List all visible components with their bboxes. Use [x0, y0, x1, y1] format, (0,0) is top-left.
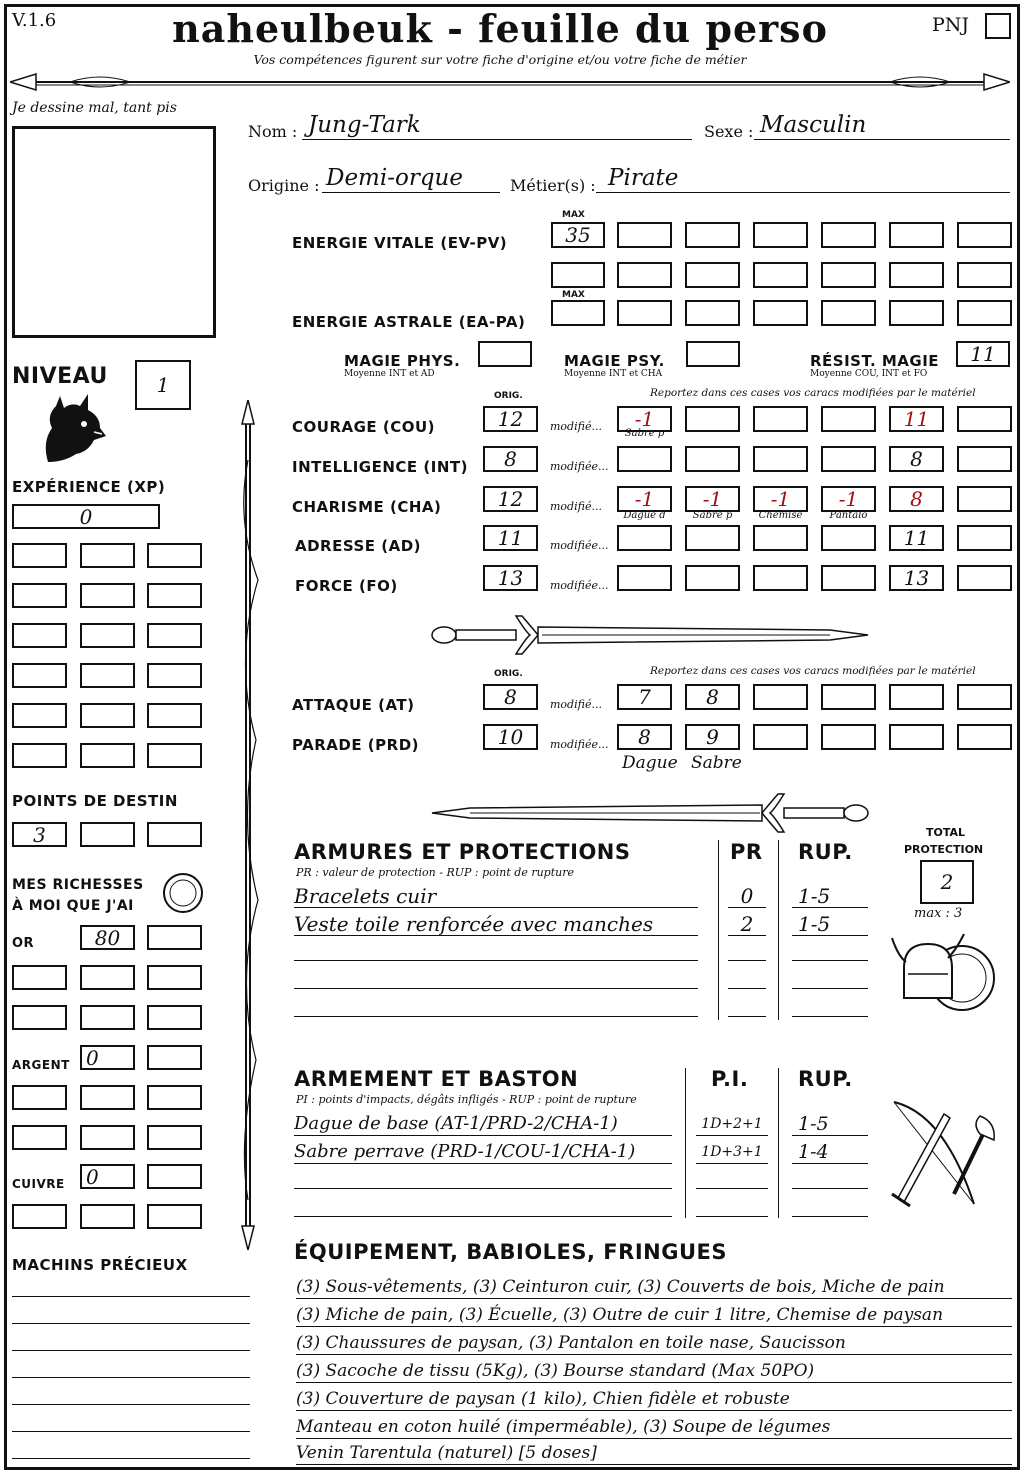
armor-row-2-pr[interactable]: 2 [728, 912, 766, 936]
richesses-label-1: MES RICHESSES [12, 877, 144, 893]
nom-value: Jung-Tark [308, 112, 421, 138]
fo-mod-5[interactable] [889, 565, 944, 591]
cha-mod-4-value: -1 [838, 487, 859, 511]
ev-box-13[interactable] [889, 262, 944, 288]
riches-box[interactable] [147, 1085, 202, 1110]
ad-mod-2[interactable] [685, 525, 740, 551]
at-label: ATTAQUE (AT) [292, 696, 415, 714]
ad-orig-box[interactable] [483, 525, 538, 551]
fo-mod-5-value: 13 [903, 566, 930, 590]
prd-mod-3[interactable] [753, 724, 808, 750]
combat-report-note: Reportez dans ces cases vos caracs modifiées par le matériel [650, 665, 976, 677]
ea-box-6[interactable] [889, 300, 944, 326]
at-mod-4[interactable] [821, 684, 876, 710]
equipment-line-4[interactable]: (3) Sacoche de tissu (5Kg), (3) Bourse standard (Max 50PO) [296, 1359, 1012, 1383]
header-spear-icon [10, 70, 1010, 94]
equipment-line-2[interactable]: (3) Miche de pain, (3) Écuelle, (3) Outre de cuir 1 litre, Chemise de paysan [296, 1303, 1012, 1327]
riches-box[interactable] [12, 1005, 67, 1030]
ev-max-label: MAX [562, 210, 585, 220]
ad-mod-5-value: 11 [903, 526, 930, 550]
xp-total-box[interactable] [12, 504, 160, 529]
at-mod-3[interactable] [753, 684, 808, 710]
ad-label: ADRESSE (AD) [295, 537, 422, 555]
weapons-col-divider [685, 1068, 686, 1218]
cha-orig-value: 12 [497, 487, 524, 511]
prd-mod-4[interactable] [821, 724, 876, 750]
niveau-label: NIVEAU [12, 364, 108, 389]
weapon-row-empty[interactable] [294, 1188, 672, 1189]
fo-mod-6[interactable] [957, 565, 1012, 591]
weapons-note: PI : points d'impacts, dégâts infligés - RUP : point de rupture [296, 1093, 637, 1106]
nom-field[interactable] [302, 112, 692, 140]
prd-mod-2[interactable] [685, 724, 740, 750]
equipment-line-1[interactable]: (3) Sous-vêtements, (3) Ceinturon cuir, (3) Couverts de bois, Miche de pain [296, 1275, 1012, 1299]
argent-box-2[interactable] [147, 1045, 202, 1070]
precieux-line[interactable] [12, 1350, 250, 1351]
xp-box[interactable] [80, 583, 135, 608]
ea-box-3[interactable] [685, 300, 740, 326]
cha-orig-box[interactable] [483, 486, 538, 512]
armor-row-empty[interactable] [728, 960, 766, 961]
sexe-field[interactable] [754, 112, 1010, 140]
int-modif-label: modifiée... [550, 460, 609, 473]
fo-orig-box[interactable] [483, 565, 538, 591]
prd-orig-value: 10 [497, 725, 524, 749]
precieux-line[interactable] [12, 1377, 250, 1378]
precieux-label: MACHINS PRÉCIEUX [12, 1256, 188, 1274]
precieux-line[interactable] [12, 1323, 250, 1324]
ea-max-label: MAX [562, 290, 585, 300]
weapon-1-note: Dague [622, 753, 678, 773]
argent-box[interactable] [80, 1045, 135, 1070]
xp-box[interactable] [80, 623, 135, 648]
equipment-line-5[interactable]: (3) Couverture de paysan (1 kilo), Chien fidèle et robuste [296, 1387, 1012, 1411]
ea-label: ENERGIE ASTRALE (EA-PA) [292, 313, 526, 331]
ev-box-12[interactable] [821, 262, 876, 288]
ad-mod-4[interactable] [821, 525, 876, 551]
xp-box[interactable] [12, 703, 67, 728]
xp-box[interactable] [80, 743, 135, 768]
prd-modif-label: modifiée... [550, 738, 609, 751]
sexe-value: Masculin [760, 112, 867, 138]
armor-col-divider [718, 840, 719, 1020]
or-box[interactable] [80, 925, 135, 950]
weapon-row-2-rup[interactable]: 1-4 [792, 1140, 868, 1164]
xp-box[interactable] [147, 663, 202, 688]
ea-box-4[interactable] [753, 300, 808, 326]
weapon-row-empty[interactable] [294, 1216, 672, 1217]
cha-mod-1-note: Dague d [623, 510, 666, 521]
coin-icon [162, 872, 204, 914]
armor-row-empty[interactable] [294, 1016, 698, 1017]
armor-rup-header: RUP. [798, 840, 853, 864]
riches-box[interactable] [147, 1125, 202, 1150]
ad-orig-value: 11 [497, 526, 524, 550]
ev-label: ENERGIE VITALE (EV-PV) [292, 234, 508, 252]
resist-magie-box[interactable] [956, 341, 1010, 367]
magie-psy-box[interactable] [686, 341, 740, 367]
ev-box-11[interactable] [753, 262, 808, 288]
or-label: OR [12, 936, 35, 951]
argent-label: ARGENT [12, 1058, 70, 1072]
pnj-label: PNJ [932, 14, 970, 36]
ev-box-3[interactable] [685, 222, 740, 248]
xp-box[interactable] [12, 743, 67, 768]
version-label: V.1.6 [12, 10, 57, 31]
ev-box-7[interactable] [957, 222, 1012, 248]
cha-mod-3-value: -1 [770, 487, 791, 511]
ad-mod-1[interactable] [617, 525, 672, 551]
destin-value: 3 [33, 822, 46, 847]
prd-orig-box[interactable] [483, 724, 538, 750]
at-mod-2[interactable] [685, 684, 740, 710]
armor-row-empty[interactable] [792, 1016, 868, 1017]
cha-mod-1-value: -1 [634, 487, 655, 511]
weapon-2-note: Sabre [691, 753, 742, 773]
prd-mod-1-value: 8 [638, 725, 651, 749]
riches-box[interactable] [80, 965, 135, 990]
total-protection-label-1: TOTAL [926, 826, 966, 839]
int-orig-value: 8 [504, 447, 517, 471]
resist-magie-label: RÉSIST. MAGIE [810, 352, 940, 370]
riches-box[interactable] [12, 1125, 67, 1150]
cha-mod-6[interactable] [957, 486, 1012, 512]
metier-field[interactable] [596, 165, 1010, 193]
cha-mod-3[interactable] [753, 486, 808, 512]
ea-box-7[interactable] [957, 300, 1012, 326]
xp-box[interactable] [147, 623, 202, 648]
ev-box-14[interactable] [957, 262, 1012, 288]
armor-row-empty[interactable] [792, 960, 868, 961]
armor-row-1-rup[interactable]: 1-5 [792, 884, 868, 908]
sword-icon [430, 790, 870, 836]
cou-mod-3[interactable] [753, 406, 808, 432]
combat-orig-label: ORIG. [494, 669, 523, 679]
cha-mod-2[interactable] [685, 486, 740, 512]
origine-value: Demi-orque [326, 165, 463, 191]
at-modif-label: modifié... [550, 698, 602, 711]
riches-box[interactable] [12, 1204, 67, 1229]
precieux-line[interactable] [12, 1296, 250, 1297]
portrait-caption: Je dessine mal, tant pis [12, 100, 177, 116]
armor-pr-header: PR [730, 840, 763, 864]
or-box-2[interactable] [147, 925, 202, 950]
armor-row-empty[interactable] [294, 960, 698, 961]
int-mod-5-value: 8 [910, 447, 923, 471]
argent-value: 0 [86, 1045, 99, 1070]
precieux-line[interactable] [12, 1458, 250, 1459]
cou-mod-2[interactable] [685, 406, 740, 432]
weapon-row-empty[interactable] [792, 1216, 868, 1217]
origine-label: Origine : [248, 176, 320, 195]
cha-label: CHARISME (CHA) [292, 498, 442, 516]
cha-modif-label: modifié... [550, 500, 602, 513]
at-orig-value: 8 [504, 685, 517, 709]
riches-box[interactable] [12, 965, 67, 990]
weapon-row-empty[interactable] [696, 1188, 768, 1189]
magie-phys-note: Moyenne INT et AD [344, 369, 435, 379]
prd-mod-2-value: 9 [706, 725, 719, 749]
weapon-row-1-rup[interactable]: 1-5 [792, 1112, 868, 1136]
precieux-line[interactable] [12, 1404, 250, 1405]
cha-mod-5[interactable] [889, 486, 944, 512]
armor-row-empty[interactable] [728, 988, 766, 989]
richesses-label-2: À MOI QUE J'AI [12, 898, 134, 914]
cou-orig-box[interactable] [483, 406, 538, 432]
magie-phys-box[interactable] [478, 341, 532, 367]
ev-box-6[interactable] [889, 222, 944, 248]
ea-max-box[interactable] [551, 300, 605, 326]
riches-box[interactable] [80, 1005, 135, 1030]
cha-mod-1[interactable] [617, 486, 672, 512]
fo-mod-2[interactable] [685, 565, 740, 591]
riches-box[interactable] [80, 1085, 135, 1110]
cou-mod-6[interactable] [957, 406, 1012, 432]
destin-box-1[interactable] [12, 822, 67, 847]
destin-box-2[interactable] [80, 822, 135, 847]
cha-mod-4[interactable] [821, 486, 876, 512]
fo-orig-value: 13 [497, 566, 524, 590]
at-mod-6[interactable] [957, 684, 1012, 710]
xp-box[interactable] [147, 543, 202, 568]
cuivre-value: 0 [86, 1164, 99, 1189]
cha-mod-2-value: -1 [702, 487, 723, 511]
ev-max-value: 35 [565, 223, 591, 247]
equipment-line-7[interactable]: Venin Tarentula (naturel) [5 doses] [296, 1441, 1012, 1465]
resist-magie-note: Moyenne COU, INT et FO [810, 369, 928, 379]
destin-label: POINTS DE DESTIN [12, 792, 178, 810]
riches-box[interactable] [147, 1204, 202, 1229]
cha-mod-3-note: Chemise [758, 510, 803, 521]
weapons-title: ARMEMENT ET BASTON [294, 1067, 579, 1091]
ev-box-9[interactable] [617, 262, 672, 288]
dragon-icon [38, 392, 108, 464]
total-protection-label-2: PROTECTION [904, 843, 984, 856]
or-value: 80 [94, 925, 121, 950]
fo-modif-label: modifiée... [550, 579, 609, 592]
xp-box[interactable] [147, 703, 202, 728]
xp-label: EXPÉRIENCE (XP) [12, 478, 166, 496]
riches-box[interactable] [80, 1204, 135, 1229]
riches-box[interactable] [147, 1005, 202, 1030]
riches-box[interactable] [147, 965, 202, 990]
int-orig-box[interactable] [483, 446, 538, 472]
total-protection-value: 2 [940, 870, 954, 894]
weapon-row-2-pi[interactable]: 1D+3+1 [696, 1140, 768, 1164]
ad-mod-5[interactable] [889, 525, 944, 551]
sword-icon [430, 612, 870, 658]
weapons-col-divider [778, 1068, 779, 1218]
prd-mod-1[interactable] [617, 724, 672, 750]
fo-mod-3[interactable] [753, 565, 808, 591]
ea-box-2[interactable] [617, 300, 672, 326]
cou-label: COURAGE (COU) [292, 418, 436, 436]
ev-max-box[interactable] [551, 222, 605, 248]
xp-total-value: 0 [79, 504, 93, 529]
niveau-box[interactable] [135, 360, 191, 410]
armor-row-2-name[interactable]: Veste toile renforcée avec manches [294, 912, 698, 936]
weapon-row-1-name[interactable]: Dague de base (AT-1/PRD-2/CHA-1) [294, 1112, 672, 1136]
prd-mod-5[interactable] [889, 724, 944, 750]
sexe-label: Sexe : [704, 122, 754, 141]
magie-phys-label: MAGIE PHYS. [344, 352, 461, 370]
nom-label: Nom : [248, 122, 298, 141]
cha-mod-2-note: Sabre p [692, 510, 733, 521]
equipment-line-6[interactable]: Manteau en coton huilé (imperméable), (3) Soupe de légumes [296, 1415, 1012, 1439]
cou-mod-5[interactable] [889, 406, 944, 432]
ev-box-10[interactable] [685, 262, 740, 288]
armor-row-2-rup[interactable]: 1-5 [792, 912, 868, 936]
weapon-row-empty[interactable] [792, 1188, 868, 1189]
report-note: Reportez dans ces cases vos caracs modifiées par le matériel [650, 387, 976, 399]
armor-row-1-name[interactable]: Bracelets cuir [294, 884, 698, 908]
int-mod-6[interactable] [957, 446, 1012, 472]
cou-mod-4[interactable] [821, 406, 876, 432]
fo-mod-1[interactable] [617, 565, 672, 591]
magie-psy-label: MAGIE PSY. [564, 352, 665, 370]
int-mod-2[interactable] [685, 446, 740, 472]
portrait-box[interactable] [12, 126, 216, 338]
xp-box[interactable] [12, 623, 67, 648]
precieux-line[interactable] [12, 1431, 250, 1432]
fo-mod-4[interactable] [821, 565, 876, 591]
metier-label: Métier(s) : [510, 176, 596, 195]
at-orig-box[interactable] [483, 684, 538, 710]
xp-box[interactable] [80, 703, 135, 728]
xp-box[interactable] [147, 743, 202, 768]
equipment-title: ÉQUIPEMENT, BABIOLES, FRINGUES [294, 1240, 727, 1264]
xp-box[interactable] [12, 583, 67, 608]
cou-mod-1-value: -1 [634, 407, 655, 431]
weapons-pi-header: P.I. [711, 1067, 749, 1091]
cha-mod-5-value: 8 [910, 487, 923, 511]
prd-mod-6[interactable] [957, 724, 1012, 750]
ev-box-8[interactable] [551, 262, 605, 288]
ev-box-5[interactable] [821, 222, 876, 248]
weapons-rup-header: RUP. [798, 1067, 853, 1091]
cou-mod-1-note: Sabre p [624, 428, 665, 439]
staff-icon [230, 400, 266, 1250]
at-mod-5[interactable] [889, 684, 944, 710]
total-protection-max: max : 3 [914, 906, 963, 921]
sheet-subtitle: Vos compétences figurent sur votre fiche d'origine et/ou votre fiche de métier [253, 52, 747, 67]
armor-row-empty[interactable] [792, 988, 868, 989]
armor-note: PR : valeur de protection - RUP : point de rupture [296, 866, 574, 879]
xp-box[interactable] [147, 583, 202, 608]
xp-box[interactable] [12, 543, 67, 568]
ea-box-5[interactable] [821, 300, 876, 326]
fo-label: FORCE (FO) [295, 577, 398, 595]
int-mod-1[interactable] [617, 446, 672, 472]
cha-mod-4-note: Pantalo [829, 510, 868, 521]
weapon-row-empty[interactable] [696, 1216, 768, 1217]
orig-label: ORIG. [494, 391, 523, 401]
xp-box[interactable] [80, 543, 135, 568]
resist-magie-value: 11 [970, 342, 996, 366]
origine-field[interactable] [322, 165, 500, 193]
destin-box-3[interactable] [147, 822, 202, 847]
armor-row-empty[interactable] [294, 988, 698, 989]
ev-box-4[interactable] [753, 222, 808, 248]
cuivre-box-2[interactable] [147, 1164, 202, 1189]
at-mod-1-value: 7 [638, 685, 651, 709]
cuivre-label: CUIVRE [12, 1177, 65, 1191]
sheet-title: naheulbeuk - feuille du perso [172, 6, 828, 51]
helmet-shield-icon [888, 928, 998, 1024]
weapon-row-1-pi[interactable]: 1D+2+1 [696, 1112, 768, 1136]
armor-row-1-pr[interactable]: 0 [728, 884, 766, 908]
int-mod-3[interactable] [753, 446, 808, 472]
pnj-checkbox[interactable] [985, 13, 1011, 39]
int-mod-4[interactable] [821, 446, 876, 472]
armor-col-divider [778, 840, 779, 1020]
armor-row-empty[interactable] [728, 1016, 766, 1017]
xp-box[interactable] [80, 663, 135, 688]
at-mod-2-value: 8 [706, 685, 719, 709]
weapon-row-2-name[interactable]: Sabre perrave (PRD-1/COU-1/CHA-1) [294, 1140, 672, 1164]
xp-box[interactable] [12, 663, 67, 688]
at-mod-1[interactable] [617, 684, 672, 710]
int-mod-5[interactable] [889, 446, 944, 472]
riches-box[interactable] [12, 1085, 67, 1110]
ad-mod-6[interactable] [957, 525, 1012, 551]
equipment-line-3[interactable]: (3) Chaussures de paysan, (3) Pantalon en toile nase, Saucisson [296, 1331, 1012, 1355]
armor-title: ARMURES ET PROTECTIONS [294, 840, 631, 864]
magie-psy-note: Moyenne INT et CHA [564, 369, 663, 379]
cou-mod-5-value: 11 [903, 407, 930, 431]
cou-modif-label: modifié... [550, 420, 602, 433]
cou-orig-value: 12 [497, 407, 524, 431]
prd-label: PARADE (PRD) [292, 736, 420, 754]
crossed-weapons-icon [884, 1094, 1004, 1214]
riches-box[interactable] [80, 1125, 135, 1150]
total-protection-box[interactable] [920, 860, 974, 904]
niveau-value: 1 [156, 373, 170, 397]
ad-modif-label: modifiée... [550, 539, 609, 552]
int-label: INTELLIGENCE (INT) [292, 458, 468, 476]
ad-mod-3[interactable] [753, 525, 808, 551]
cuivre-box[interactable] [80, 1164, 135, 1189]
ev-box-2[interactable] [617, 222, 672, 248]
metier-value: Pirate [608, 165, 679, 191]
